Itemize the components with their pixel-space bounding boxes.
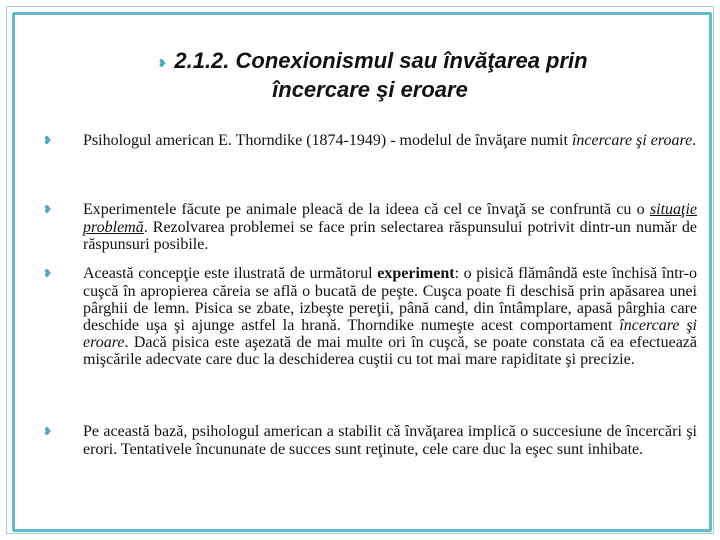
title-line-2: încercare şi eroare [272, 77, 468, 102]
paragraph-experiments: ❥ Experimentele făcute pe animale pleacă de la ideea că cel ce învaţă se confruntă cu o situaţie problemă. Rezolvarea problemei se face prin selectarea răspunsului potrivit dintr-un număr de răspunsuri posibile. [43, 201, 697, 253]
arrow-bullet-icon: ❥ [43, 426, 53, 438]
key-term: experiment [377, 265, 455, 282]
paragraph-thorndike: ❥ Psihologul american E. Thorndike (1874-1949) - modelul de învăţare numit încercare şi eroare. [43, 132, 697, 149]
title-line-1: 2.1.2. Conexionismul sau învăţarea prin [174, 48, 588, 73]
arrow-bullet-icon: ❥ [43, 135, 53, 147]
emphasis-term: încercare şi eroare [83, 317, 697, 351]
emphasis-term: încercare şi eroare [571, 132, 693, 149]
paragraph-cat-experiment: ❥ Această concepţie este ilustrată de următorul experiment: o pisică flămândă este închisă într-o cuşcă în apropierea căreia se află o bucată de peşte. Cuşca poate fi deschisă prin apăsarea unei pârghii de lemn. Pisica se zbate, izbeşte pereţii, până cand, din întâmplare, apasă pârghia care deschide uşa şi ajunge astfel la hrană. Thorndike numeşte acest comportament încercare şi eroare. Dacă pisica este aşezată de mai multe ori în cuşcă, se poate constata că ea efectuează mişcările adecvate care duc la deschiderea cuştii cu tot mai mare rapiditate şi precizie. [43, 265, 697, 368]
slide-title [60, 48, 680, 103]
emphasis-term: situaţie problemă [83, 201, 697, 236]
arrow-bullet-icon: ❥ [43, 204, 53, 216]
paragraph-conclusion: ❥ Pe această bază, psihologul american a stabilit că învăţarea implică o succesiune de încercări şi erori. Tentativele încununate de succes sunt reţinute, cele care duc la eşec sunt inhibate. [43, 423, 697, 458]
arrow-bullet-icon: ❥ [43, 268, 53, 280]
arrow-bullet-icon: ❥ [157, 58, 167, 70]
